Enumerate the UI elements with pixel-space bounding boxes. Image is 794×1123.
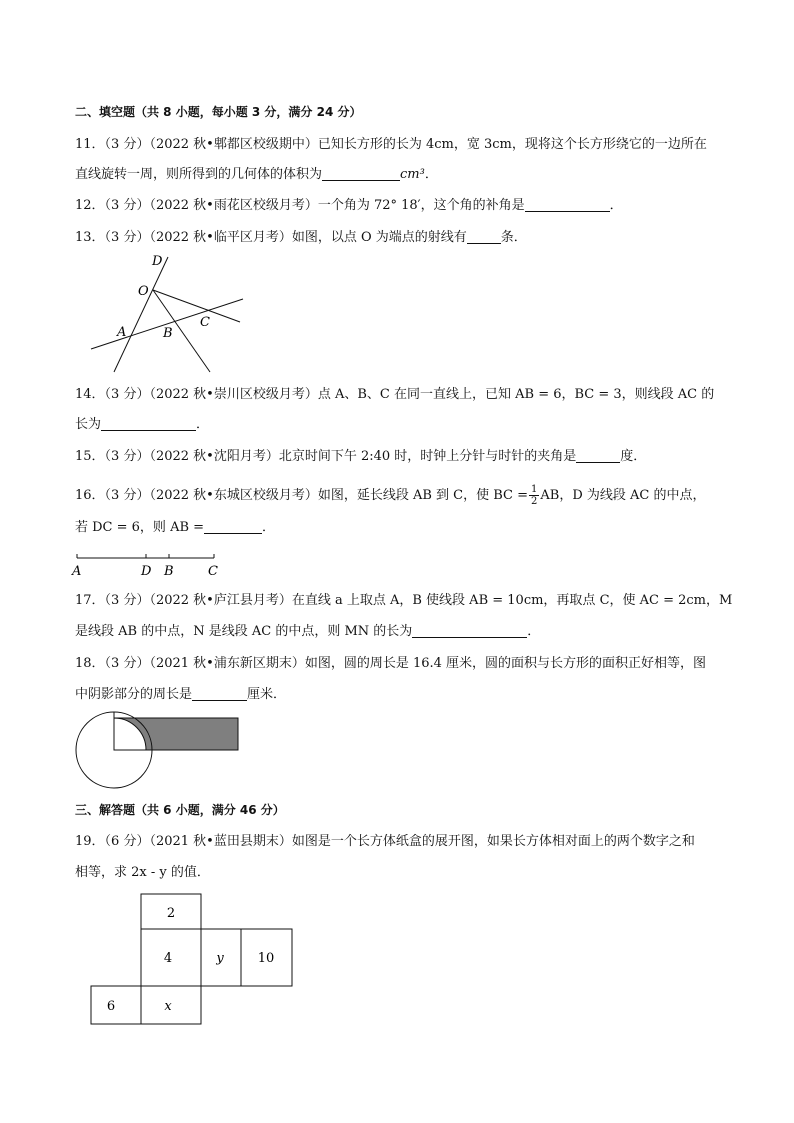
question-11-end: ． [424,167,438,182]
question-14-end: ． [196,417,210,432]
question-16-condition: 若 DC = 6，则 AB = [75,520,205,535]
question-16-text: 16．（3 分）（2022 秋•东城区校级月考）如图，延长线段 AB 到 C，使 BC = [75,488,529,503]
question-19-line-1: 19．（6 分）（2021 秋•蓝田县期末）如图是一个长方体纸盒的展开图，如果长方体相对面上的两个数字之和 [75,834,695,849]
question-16-end: ． [262,520,276,535]
question-16-text-2: AB，D 为线段 AC 的中点， [540,488,706,503]
section-2-header: 二、填空题（共 8 小题，每小题 3 分，满分 24 分） [75,105,362,119]
question-15-text: 15．（3 分）（2022 秋•沈阳月考）北京时间下午 2:40 时，时钟上分针与时针的夹角是 [75,449,577,464]
question-13-end: 条． [500,230,527,245]
question-12-text: 12．（3 分）（2022 秋•雨花区校级月考）一个角为 72° 18′，这个角的补角是 [75,198,525,213]
cell-value-2: 2 [166,906,176,921]
cell-value-6: 6 [106,999,116,1014]
label-b: B [163,326,173,341]
label-a: A [117,325,127,340]
label-c: C [200,315,210,330]
question-18-end: 厘米． [247,687,287,702]
section-3-header: 三、解答题（共 6 小题，满分 46 分） [75,803,285,817]
question-14-line-1: 14．（3 分）（2022 秋•崇川区校级月考）点 A、B、C 在同一直线上，已知 AB = 6，BC = 3，则线段 AC 的 [75,387,715,402]
question-14-text: 长为 [75,417,102,432]
question-11-text: 直线旋转一周，则所得到的几何体的体积为 [75,167,323,182]
label-o: O [138,284,149,299]
cell-value-y: y [216,951,224,966]
label-b: B [164,564,174,579]
label-d: D [141,564,152,579]
question-19-line-2: 相等，求 2x - y 的值． [75,865,210,880]
question-12-end: ． [609,198,623,213]
question-13-text: 13．（3 分）（2022 秋•临平区月考）如图，以点 O 为端点的射线有 [75,230,467,245]
label-a: A [72,564,82,579]
fraction-denominator: 2 [531,496,538,507]
question-11-line-1: 11．（3 分）（2022 秋•郫都区校级期中）已知长方形的长为 4cm，宽 3cm，现将这个长方形绕它的一边所在 [75,137,707,152]
cell-value-x: x [164,999,172,1014]
label-d: D [152,254,163,269]
net-cell-six [91,986,141,1024]
unit-cm3: cm³ [400,167,425,182]
cell-value-10: 10 [257,951,275,966]
question-15-end: 度． [620,449,647,464]
fraction-numerator: 1 [531,484,538,495]
question-17-line-1: 17．（3 分）（2022 秋•庐江县月考）在直线 a 上取点 A，B 使线段 AB = 10cm，再取点 C，使 AC = 2cm，M [75,593,733,608]
label-c: C [208,564,218,579]
cell-value-4: 4 [163,951,173,966]
question-18-line-1: 18．（3 分）（2021 秋•浦东新区期末）如图，圆的周长是 16.4 厘米，圆的面积与长方形的面积正好相等，图 [75,656,707,671]
question-17-text: 是线段 AB 的中点，N 是线段 AC 的中点，则 MN 的长为 [75,624,413,639]
question-17-end: ． [527,624,541,639]
question-18-text: 中阴影部分的周长是 [75,687,193,702]
